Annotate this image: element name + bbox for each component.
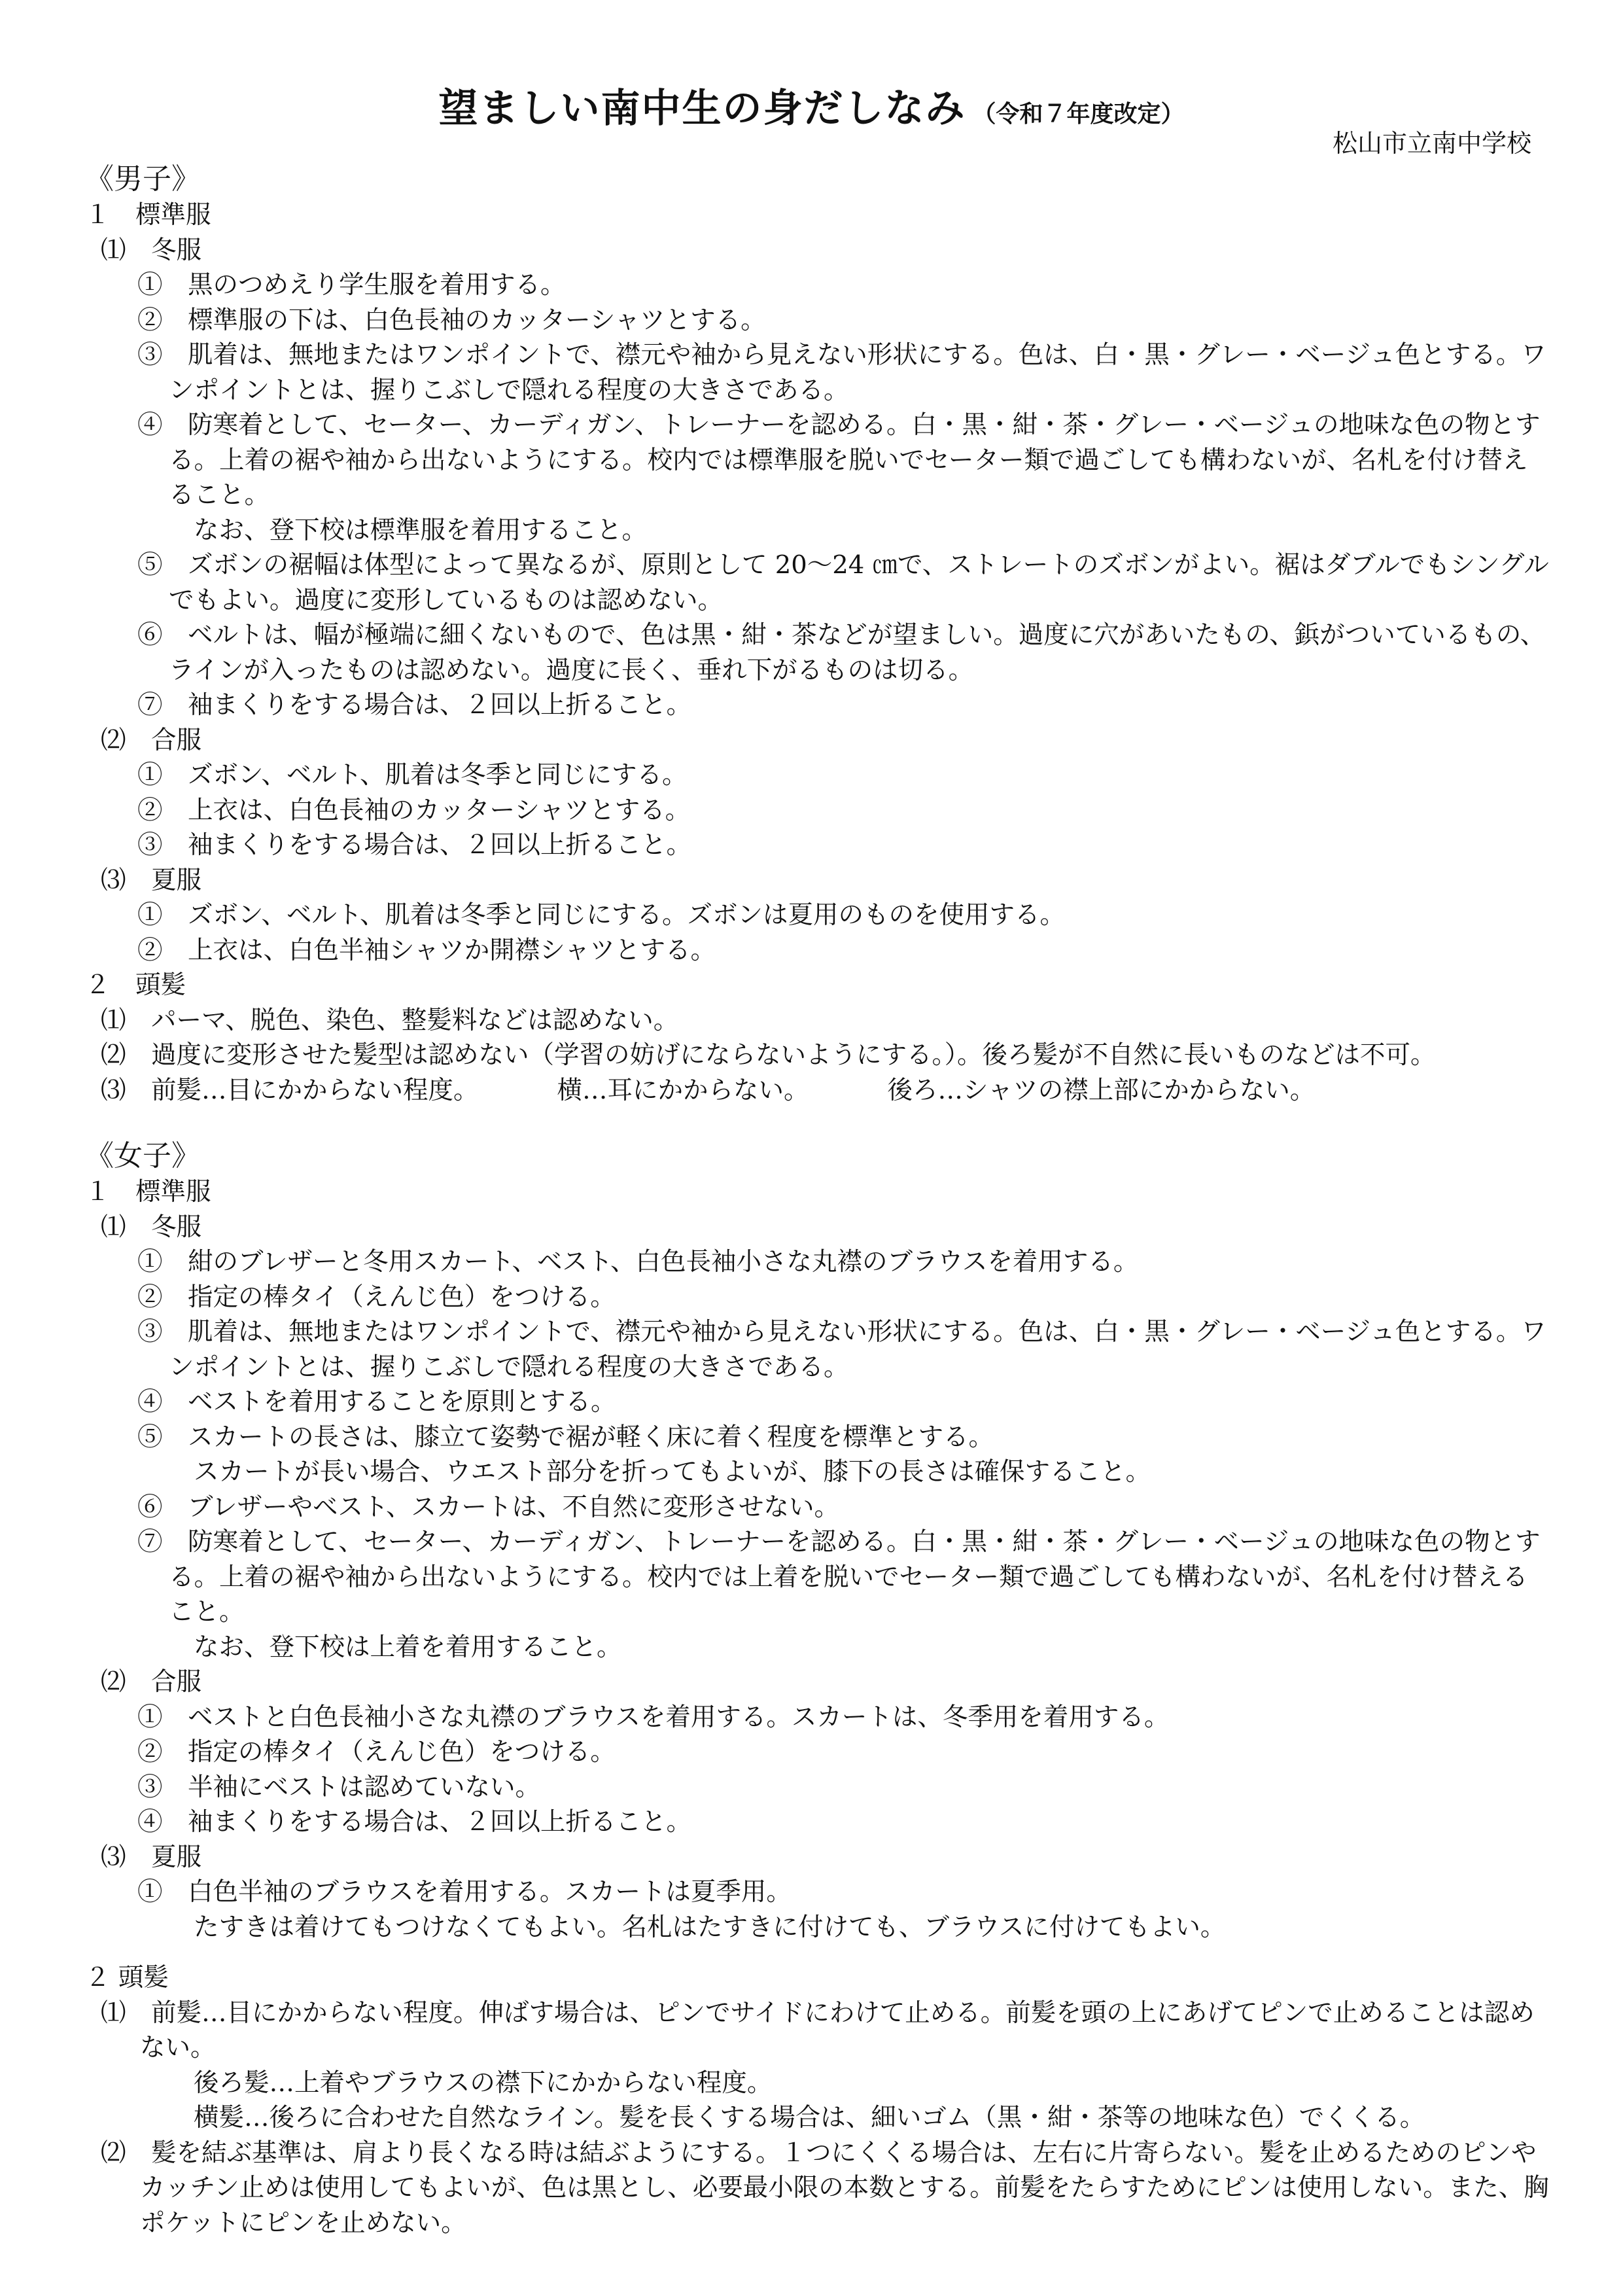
boys-winter-heading: ⑴ 冬服 [101, 235, 202, 265]
girls-winter-item-4: ④ ベストを着用することを原則とする。 [137, 1387, 616, 1417]
school-name: 松山市立南中学校 [1332, 129, 1531, 158]
boys-hair-item-1: ⑴ パーマ、脱色、染色、整髪料などは認めない。 [101, 1005, 679, 1035]
boys-winter-item-4-note: なお、登下校は標準服を着用すること。 [194, 515, 648, 545]
boys-hair-item-3-side: 横…耳にかからない。 [557, 1075, 809, 1105]
page-subtitle: （令和７年度改定） [972, 100, 1185, 128]
boys-winter-item-2: ② 標準服の下は、白色長袖のカッターシャツとする。 [137, 305, 766, 335]
girls-mid-heading: ⑵ 合服 [101, 1667, 202, 1697]
boys-hair-item-3-front: ⑶ 前髪…目にかからない程度。 [101, 1075, 479, 1105]
boys-mid-heading: ⑵ 合服 [101, 725, 202, 755]
boys-hair-heading: ２ 頭髪 [85, 970, 186, 1000]
girls-mid-item-3: ③ 半袖にベストは認めていない。 [137, 1772, 541, 1802]
girls-hair-item-1: ⑴ 前髪…目にかからない程度。伸ばす場合は、ピンでサイドにわけて止める。前髪を頭の上にあげてピンで止めることは認めない。 [101, 1998, 1535, 2062]
girls-winter-item-2: ② 指定の棒タイ（えんじ色）をつける。 [137, 1282, 616, 1312]
boys-hair-item-3-back: 後ろ…シャツの襟上部にかからない。 [887, 1075, 1316, 1105]
boys-mid-item-3: ③ 袖まくりをする場合は、２回以上折ること。 [137, 830, 692, 860]
girls-hair-back: 後ろ髪…上着やブラウスの襟下にかからない程度。 [194, 2068, 773, 2098]
girls-mid-item-4: ④ 袖まくりをする場合は、２回以上折ること。 [137, 1807, 692, 1837]
girls-summer-item-1: ① 白色半袖のブラウスを着用する。スカートは夏季用。 [137, 1877, 792, 1907]
boys-winter-item-4: ④ 防寒着として、セーター、カーディガン、トレーナーを認める。白・黒・紺・茶・グレー・ベージュの地味な色の物とする。上着の裾や袖から出ないようにする。校内では標準服を脱いでセーター類で過ごしても構わないが、名札を付け替えること。 [137, 410, 1541, 510]
girls-summer-heading: ⑶ 夏服 [101, 1842, 202, 1872]
girls-hair-item-2: ⑵ 髪を結ぶ基準は、肩より長くなる時は結ぶようにする。１つにくくる場合は、左右に片寄らない。髪を止めるためのピンやカッチン止めは使用してもよいが、色は黒とし、必要最小限の本数とする。前髪をたらすためにピンは使用しない。また、胸ポケットにピンを止めない。 [101, 2138, 1549, 2238]
girls-winter-item-5: ⑤ スカートの長さは、膝立て姿勢で裾が軽く床に着く程度を標準とする。 [137, 1422, 994, 1452]
boys-summer-heading: ⑶ 夏服 [101, 865, 202, 895]
girls-hair-side: 横髪…後ろに合わせた自然なライン。髪を長くする場合は、細いゴム（黒・紺・茶等の地味な色）でくくる。 [194, 2103, 1425, 2132]
boys-winter-item-6: ⑥ ベルトは、幅が極端に細くないもので、色は黒・紺・茶などが望ましい。過度に穴があいたもの、鋲がついているもの、ラインが入ったものは認めない。過度に長く、垂れ下がるものは切る。 [137, 620, 1546, 685]
girls-mid-item-2: ② 指定の棒タイ（えんじ色）をつける。 [137, 1737, 616, 1767]
girls-uniform-heading: １ 標準服 [85, 1177, 211, 1207]
girls-mid-item-1: ① ベストと白色長袖小さな丸襟のブラウスを着用する。スカートは、冬季用を着用する。 [137, 1702, 1170, 1732]
boys-winter-item-7: ⑦ 袖まくりをする場合は、２回以上折ること。 [137, 690, 692, 720]
boys-winter-item-5: ⑤ ズボンの裾幅は体型によって異なるが、原則として 20～24 ㎝で、ストレートのズボンがよい。裾はダブルでもシングルでもよい。過度に変形しているものは認めない。 [137, 550, 1549, 615]
content [85, 157, 1550, 2240]
girls-winter-item-6: ⑥ ブレザーやベスト、スカートは、不自然に変形させない。 [137, 1492, 839, 1522]
girls-winter-item-7-note: なお、登下校は上着を着用すること。 [194, 1632, 622, 1662]
girls-winter-item-5-note: スカートが長い場合、ウエスト部分を折ってもよいが、膝下の長さは確保すること。 [194, 1457, 1151, 1487]
boys-heading: 《男子》 [85, 162, 200, 196]
boys-mid-item-2: ② 上衣は、白色長袖のカッターシャツとする。 [137, 795, 691, 825]
girls-hair-heading: ２ 頭髪 [85, 1963, 169, 1992]
boys-summer-item-2: ② 上衣は、白色半袖シャツか開襟シャツとする。 [137, 935, 716, 965]
girls-winter-item-1: ① 紺のブレザーと冬用スカート、ベスト、白色長袖小さな丸襟のブラウスを着用する。 [137, 1247, 1139, 1277]
girls-winter-heading: ⑴ 冬服 [101, 1212, 202, 1242]
boys-uniform-heading: １ 標準服 [85, 200, 211, 230]
girls-heading: 《女子》 [85, 1139, 200, 1173]
boys-hair-item-3 [101, 1073, 1550, 1108]
boys-summer-item-1: ① ズボン、ベルト、肌着は冬季と同じにする。ズボンは夏用のものを使用する。 [137, 900, 1065, 930]
boys-winter-item-1: ① 黒のつめえり学生服を着用する。 [137, 270, 566, 300]
page-title: 望ましい南中生の身だしなみ [438, 86, 966, 132]
girls-winter-item-7: ⑦ 防寒着として、セーター、カーディガン、トレーナーを認める。白・黒・紺・茶・グレー・ベージュの地味な色の物とする。上着の裾や袖から出ないようにする。校内では上着を脱いでセーター類で過ごしても構わないが、名札を付け替えること。 [137, 1527, 1541, 1627]
girls-summer-item-1-note: たすきは着けてもつけなくてもよい。名札はたすきに付けても、ブラウスに付けてもよい。 [194, 1912, 1226, 1942]
boys-mid-item-1: ① ズボン、ベルト、肌着は冬季と同じにする。 [137, 760, 688, 790]
girls-winter-item-3: ③ 肌着は、無地またはワンポイントで、襟元や袖から見えない形状にする。色は、白・黒・グレー・ベージュ色とする。ワンポイントとは、握りこぶしで隠れる程度の大きさである。 [137, 1317, 1546, 1382]
boys-winter-item-3: ③ 肌着は、無地またはワンポイントで、襟元や袖から見えない形状にする。色は、白・黒・グレー・ベージュ色とする。ワンポイントとは、握りこぶしで隠れる程度の大きさである。 [137, 340, 1546, 405]
boys-hair-item-2: ⑵ 過度に変形させた髪型は認めない（学習の妨げにならないようにする。）。後ろ髪が不自然に長いものなどは不可。 [101, 1040, 1436, 1070]
